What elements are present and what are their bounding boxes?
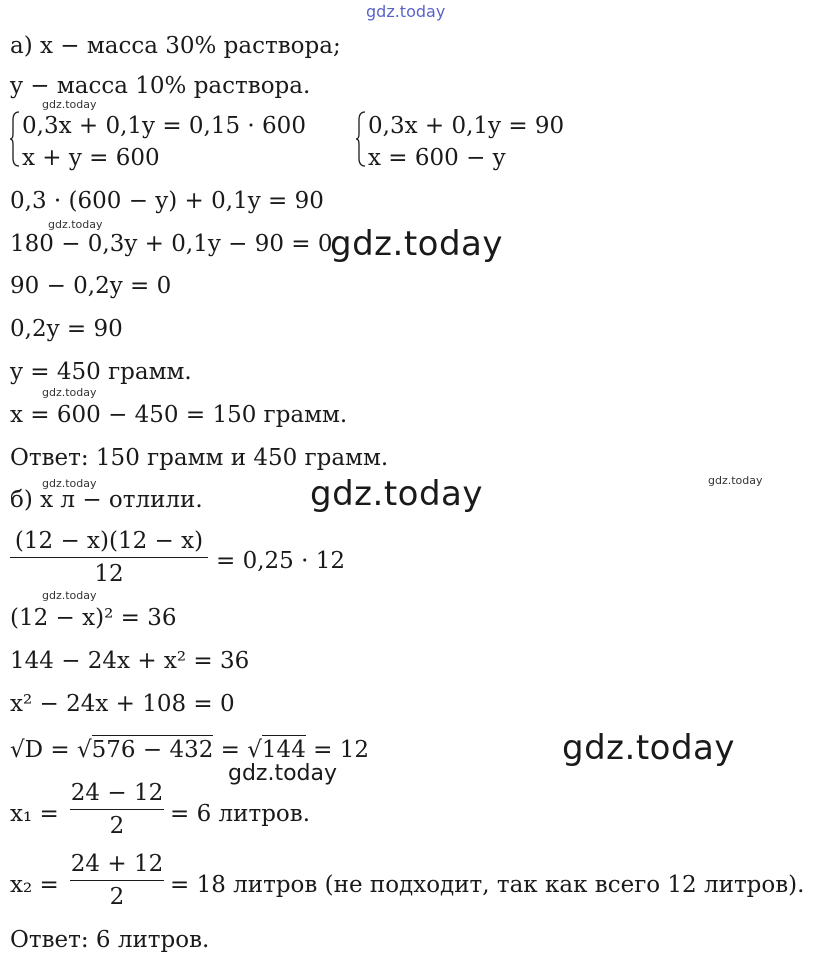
root-2-numerator: 24 + 12: [70, 851, 164, 877]
fraction-1-numerator: (12 − x)(12 − x): [14, 528, 204, 554]
root-2-fraction: [70, 850, 164, 911]
discriminant-rhs: = 12: [305, 737, 369, 763]
fraction-bar: [70, 809, 164, 810]
part-a-step-2: 180 − 0,3y + 0,1y − 90 = 0: [10, 231, 333, 257]
part-a-step-6: x = 600 − 450 = 150 грамм.: [10, 402, 348, 428]
root-1-rhs: = 6 литров.: [170, 801, 311, 827]
system-1-bottom: x + y = 600: [22, 145, 160, 171]
watermark-medium: gdz.today: [228, 761, 338, 786]
part-a-step-3: 90 − 0,2y = 0: [10, 273, 172, 299]
watermark-small: gdz.today: [42, 589, 97, 602]
part-a-intro-x: а) x − масса 30% раствора;: [10, 33, 341, 59]
part-b-step-2: 144 − 24x + x² = 36: [10, 648, 250, 674]
watermark-small: gdz.today: [42, 477, 97, 490]
fraction-1-denominator: 12: [94, 561, 124, 587]
discriminant-mid: = √: [213, 737, 262, 763]
part-b-step-3: x² − 24x + 108 = 0: [10, 691, 235, 717]
part-a-answer: Ответ: 150 грамм и 450 грамм.: [10, 445, 389, 471]
system-2-top: 0,3x + 0,1y = 90: [368, 113, 565, 139]
watermark-small: gdz.today: [48, 218, 103, 231]
part-b-step-1: (12 − x)² = 36: [10, 605, 177, 631]
root-2-lhs: x₂ =: [10, 872, 59, 898]
system-1-top: 0,3x + 0,1y = 0,15 · 600: [22, 113, 306, 139]
watermark-small: gdz.today: [42, 98, 97, 111]
brace-icon: [10, 110, 20, 168]
root-2-denominator: 2: [109, 884, 125, 910]
fraction-bar: [10, 557, 208, 558]
part-a-step-4: 0,2y = 90: [10, 316, 123, 342]
fraction-bar: [70, 880, 164, 881]
root-2-rhs: = 18 литров (не подходит, так как всего 12 литров).: [170, 872, 805, 898]
part-a-intro-y: y − масса 10% раствора.: [10, 73, 311, 99]
discriminant-lhs: √D = √: [10, 737, 92, 763]
root-1-fraction: [70, 779, 164, 840]
part-b-answer: Ответ: 6 литров.: [10, 927, 210, 953]
discriminant-line: [10, 736, 369, 764]
part-a-step-5: y = 450 грамм.: [10, 359, 192, 385]
part-b-intro: б) x л − отлили.: [10, 487, 203, 513]
system-2-bottom: x = 600 − y: [368, 145, 506, 171]
fraction-1-rhs: = 0,25 · 12: [216, 548, 345, 574]
radicand-2: 144: [261, 737, 306, 763]
brace-icon: [356, 110, 366, 168]
part-a-step-1: 0,3 · (600 − y) + 0,1y = 90: [10, 188, 324, 214]
root-1-denominator: 2: [109, 813, 125, 839]
watermark-small: gdz.today: [708, 474, 763, 487]
watermark-large: gdz.today: [330, 224, 503, 264]
watermark-large: gdz.today: [562, 728, 735, 768]
root-1-numerator: 24 − 12: [70, 780, 164, 806]
watermark-top: gdz.today: [366, 2, 446, 21]
watermark-large: gdz.today: [310, 474, 483, 514]
root-1-lhs: x₁ =: [10, 801, 59, 827]
fraction-1: [10, 527, 208, 588]
watermark-small: gdz.today: [42, 386, 97, 399]
radicand-1: 576 − 432: [91, 737, 214, 763]
